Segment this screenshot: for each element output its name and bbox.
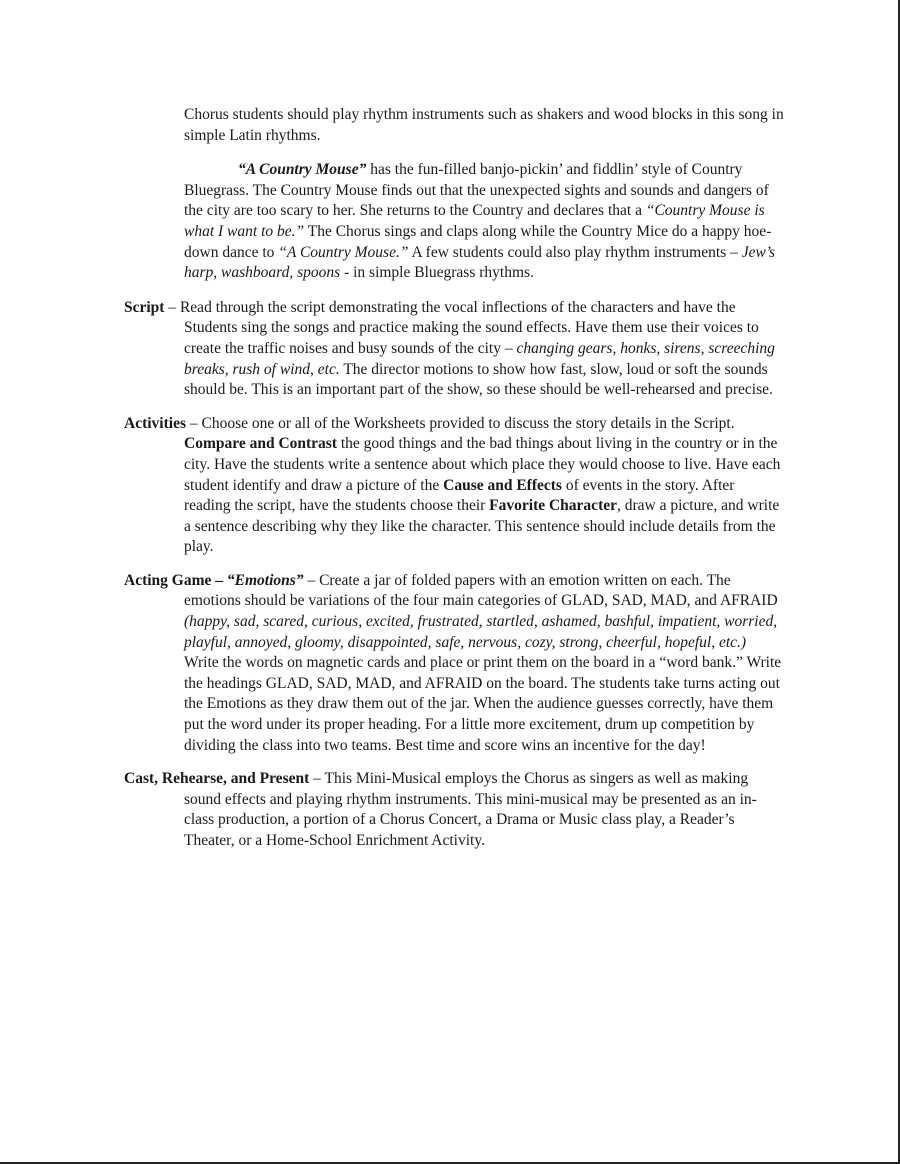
country-mouse-text-1: has the fun-filled banjo-pickin’ and fiddlin’ style of Country Bluegrass. The Country Mouse finds out that the unexpected sights and sounds and dangers of the city are too scary to her. She returns to the Country and declares that a (184, 161, 769, 220)
acting-game-heading-italic: “Emotions” (226, 571, 304, 589)
country-mouse-quote-2: “A Country Mouse.” (278, 243, 409, 261)
acting-game-text-2: Write the words on magnetic cards and place or print them on the board in a “word bank.” Write the headings GLAD, SAD, MAD, and AFRAID on the board. The students take turns acting out the Emotions as they draw them out of the jar. When the audience guesses correctly, have them put the word under its proper heading. For a little more excitement, drum up competition by dividing the class into two teams. Best time and score wins an incentive for the day! (184, 654, 782, 754)
country-mouse-text-2: The Chorus sings and claps along while the Country Mice do a happy hoe-down dance to (184, 222, 772, 261)
activities-section (124, 414, 784, 558)
emotions-list: (happy, sad, scared, curious, excited, frustrated, startled, ashamed, bashful, impatient, worried, playful, annoyed, gloomy, disappointed, safe, nervous, cozy, strong, cheerful, hopeful, etc.) (184, 613, 778, 651)
intro-text: Chorus students should play rhythm instruments such as shakers and wood blocks in this song in simple Latin rhythms. (184, 106, 784, 144)
favorite-character-term: Favorite Character (489, 497, 617, 515)
cast-section (124, 769, 784, 851)
cast-text: – This Mini-Musical employs the Chorus as singers as well as making sound effects and playing rhythm instruments. This mini-musical may be presented as an in-class production, a portion of a Chorus Concert, a Drama or Music class play, a Reader’s Theater, or a Home-School Enrichment Activity. (184, 770, 757, 849)
country-mouse-text-4: - in simple Bluegrass rhythms. (340, 264, 534, 282)
activities-text-3: of events in the story. After reading the script, have the students choose their (184, 476, 735, 515)
bluegrass-instruments: Jew’s harp, washboard, spoons (184, 243, 775, 282)
cast-heading: Cast, Rehearse, and Present (124, 770, 310, 788)
acting-game-section (124, 571, 784, 756)
activities-text-2: the good things and the bad things about living in the country or in the city. Have the students write a sentence about which place they would choose to live. Have each student identify and draw a picture of the (184, 435, 781, 494)
acting-game-heading: Acting Game – (124, 571, 227, 589)
script-text-1: – Read through the script demonstrating the vocal inflections of the characters and have the Students sing the songs and practice making the sound effects. Have them use their voices to create the traffic noises and busy sounds of the city – (164, 298, 759, 357)
activities-text-4: , draw a picture, and write a sentence describing why they like the character. This sentence should include details from the play. (184, 497, 780, 556)
script-text-2: The director motions to show how fast, slow, loud or soft the sounds should be. This is an important part of the show, so these should be well-rehearsed and precise. (184, 360, 773, 399)
compare-contrast-term: Compare and Contrast (184, 435, 337, 453)
cause-effects-term: Cause and Effects (443, 476, 562, 494)
song-title: “A Country Mouse” (238, 161, 367, 179)
country-mouse-quote: “Country Mouse is what I want to be.” (184, 202, 765, 240)
script-heading: Script (124, 298, 165, 316)
activities-text-1: – Choose one or all of the Worksheets provided to discuss the story details in the Script. (185, 414, 735, 432)
activities-heading: Activities (124, 414, 186, 432)
script-section (124, 298, 784, 401)
country-mouse-paragraph (124, 160, 784, 284)
sound-effects-list: changing gears, honks, sirens, screeching breaks, rush of wind, etc. (184, 339, 775, 378)
intro-paragraph (124, 105, 784, 146)
document-body (124, 105, 784, 865)
country-mouse-text-3: A few students could also play rhythm instruments – (408, 243, 742, 261)
acting-game-text-1: – Create a jar of folded papers with an emotion written on each. The emotions should be variations of the four main categories of GLAD, SAD, MAD, and AFRAID (184, 571, 778, 610)
